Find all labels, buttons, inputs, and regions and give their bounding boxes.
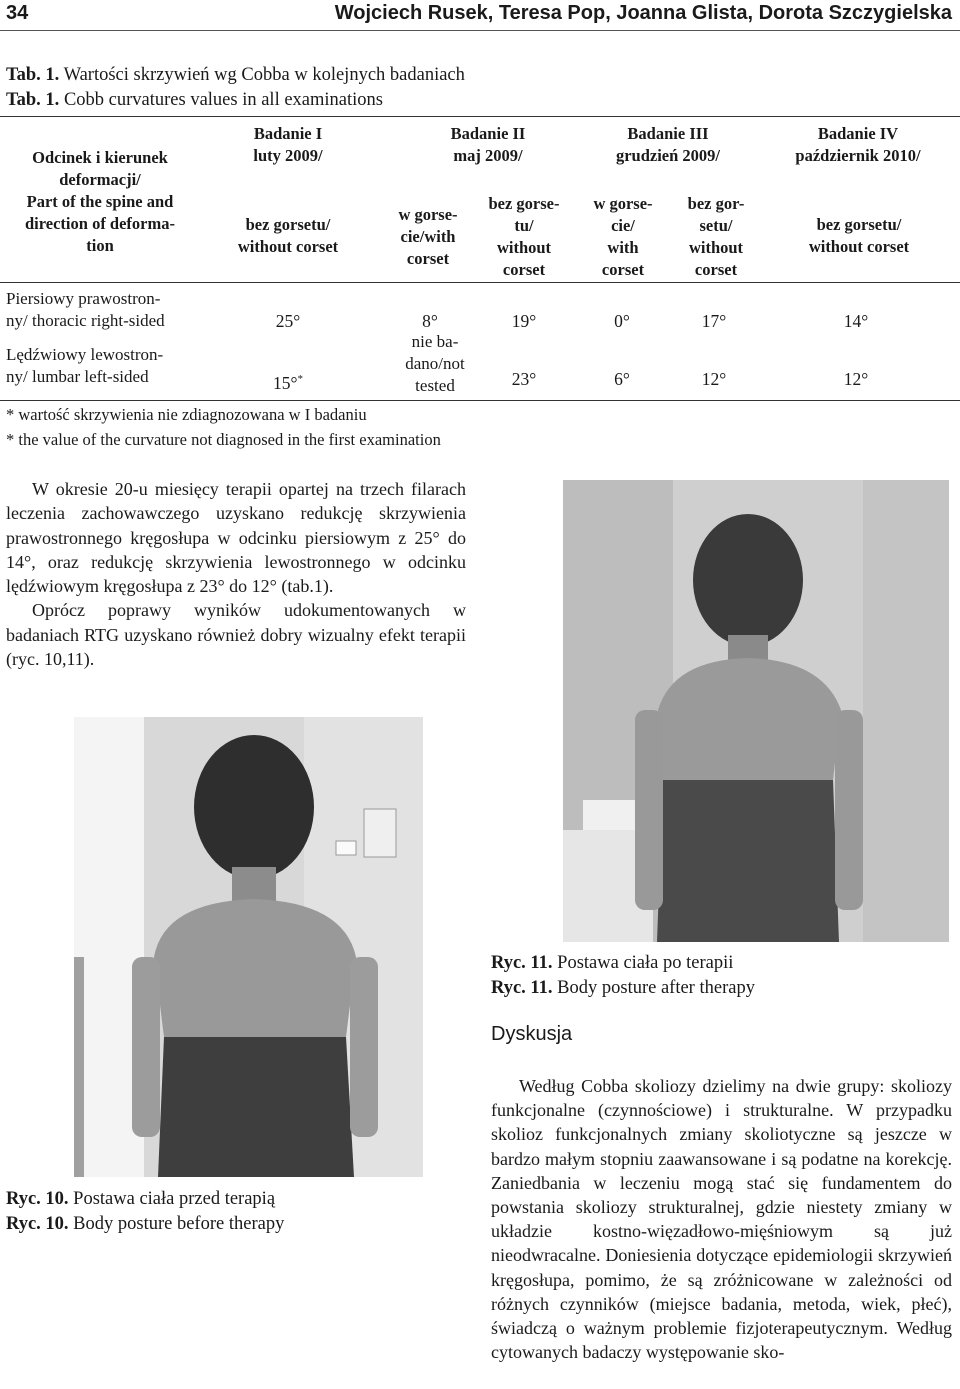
table-cell: 19° — [511, 311, 537, 331]
table-caption-en: Tab. 1. Cobb curvatures values in all examinations — [6, 90, 383, 110]
table-cell: 15°* — [273, 372, 303, 393]
group-header-badanie-1: Badanie I luty 2009/ — [253, 124, 323, 165]
table-footnote-pl: * wartość skrzywienia nie zdiagnozowana w I badaniu — [6, 405, 367, 424]
subheader-b3-with-corset: w gorse- cie/ with corset — [593, 194, 653, 279]
group-header-badanie-3: Badanie III grudzień 2009/ — [615, 124, 721, 165]
row-label-lumbar: Lędźwiowy lewostron- ny/ lumbar left-sided — [6, 345, 164, 386]
paragraph: Oprócz poprawy wyników udokumentowanych w badaniach RTG uzyskano również dobry wizualny efekt terapii (ryc. 10,11). — [6, 600, 466, 670]
table-header-rule — [0, 282, 960, 283]
discussion-paragraph: Według Cobba skoliozy dzielimy na dwie grupy: skoliozy funkcjonalne (czynnościowe) i strukturalne. W przypadku skolioz funkcjonalnych zmiany skoliotyczne są jeszcze w bardzo małym stopniu zaawansowane i są podatne na korekcję. Zaniedbania w leczeniu mogą stać się fundamentem do powstania skoliozy strukturalnej, gdzie niestety zmiany w układzie kostno-więzadłowo-mięśniowym są już nieodwracalne. Doniesienia dotyczące epidemiologii skrzywień kręgosłupa, pomimo, że są zróżnicowane w zależności od różnych czynników (miejsce badania, metoda, wiek, płeć), świadczą o ważnym problemie fizjoterapeutycznym. Według cytowanych badaczy występowanie sko- — [491, 1076, 952, 1363]
table-cell: 8° — [422, 311, 438, 331]
figure-11-caption-pl: Ryc. 11. Postawa ciała po terapii — [491, 953, 734, 973]
table-footnote-en: * the value of the curvature not diagnosed in the first examination — [6, 430, 441, 449]
row-label-thoracic: Piersiowy prawostron- ny/ thoracic right-sided — [6, 289, 165, 330]
table-cell: 23° — [511, 369, 537, 389]
body-paragraphs — [6, 477, 466, 671]
table-cell: 12° — [843, 369, 869, 389]
figure-10-caption-en: Ryc. 10. Body posture before therapy — [6, 1214, 285, 1234]
table-bottom-rule — [0, 400, 960, 401]
figure-11-photo — [563, 480, 949, 942]
figure-10-photo — [74, 717, 423, 1177]
figure-11-caption-en: Ryc. 11. Body posture after therapy — [491, 978, 755, 998]
table-cell: 0° — [614, 311, 630, 331]
table-cell: 14° — [843, 311, 869, 331]
section-heading-dyskusja: Dyskusja — [491, 1023, 573, 1045]
group-header-badanie-4: Badanie IV październik 2010/ — [795, 124, 921, 165]
table-top-rule — [0, 116, 960, 117]
subheader-b1-without-corset: bez gorsetu/ without corset — [237, 215, 339, 256]
table-corner-header: Odcinek i kierunek deformacji/ Part of the spine and direction of deforma- tion — [25, 148, 175, 255]
table-cell: 17° — [701, 311, 727, 331]
table-cell: 25° — [275, 311, 301, 331]
running-header-authors: Wojciech Rusek, Teresa Pop, Joanna Glista, Dorota Szczygielska — [334, 2, 952, 24]
group-header-badanie-2: Badanie II maj 2009/ — [450, 124, 526, 165]
page-number: 34 — [6, 2, 29, 24]
subheader-b2-without-corset: bez gorse- tu/ without corset — [488, 194, 560, 279]
table-cell-not-tested: nie ba- dano/not tested — [405, 332, 465, 395]
table-cell: 6° — [614, 369, 630, 389]
table-cell: 12° — [701, 369, 727, 389]
subheader-b2-with-corset: w gorse- cie/with corset — [398, 205, 458, 268]
paragraph: W okresie 20-u miesięcy terapii opartej na trzech filarach leczenia zachowawczego uzyskano redukcję skrzywienia prawostronnego kręgosłupa w odcinku piersiowym z 25° do 14°, oraz redukcję skrzywienia lewostronnego w odcinku lędźwiowym kręgosłupa z 23° do 12° (tab.1). — [6, 479, 466, 597]
header-rule — [0, 30, 960, 31]
subheader-b4-without-corset: bez gorsetu/ without corset — [808, 215, 910, 256]
figure-10-caption-pl: Ryc. 10. Postawa ciała przed terapią — [6, 1189, 276, 1209]
subheader-b3-without-corset: bez gor- setu/ without corset — [687, 194, 745, 279]
table-caption-pl: Tab. 1. Wartości skrzywień wg Cobba w kolejnych badaniach — [6, 65, 465, 85]
